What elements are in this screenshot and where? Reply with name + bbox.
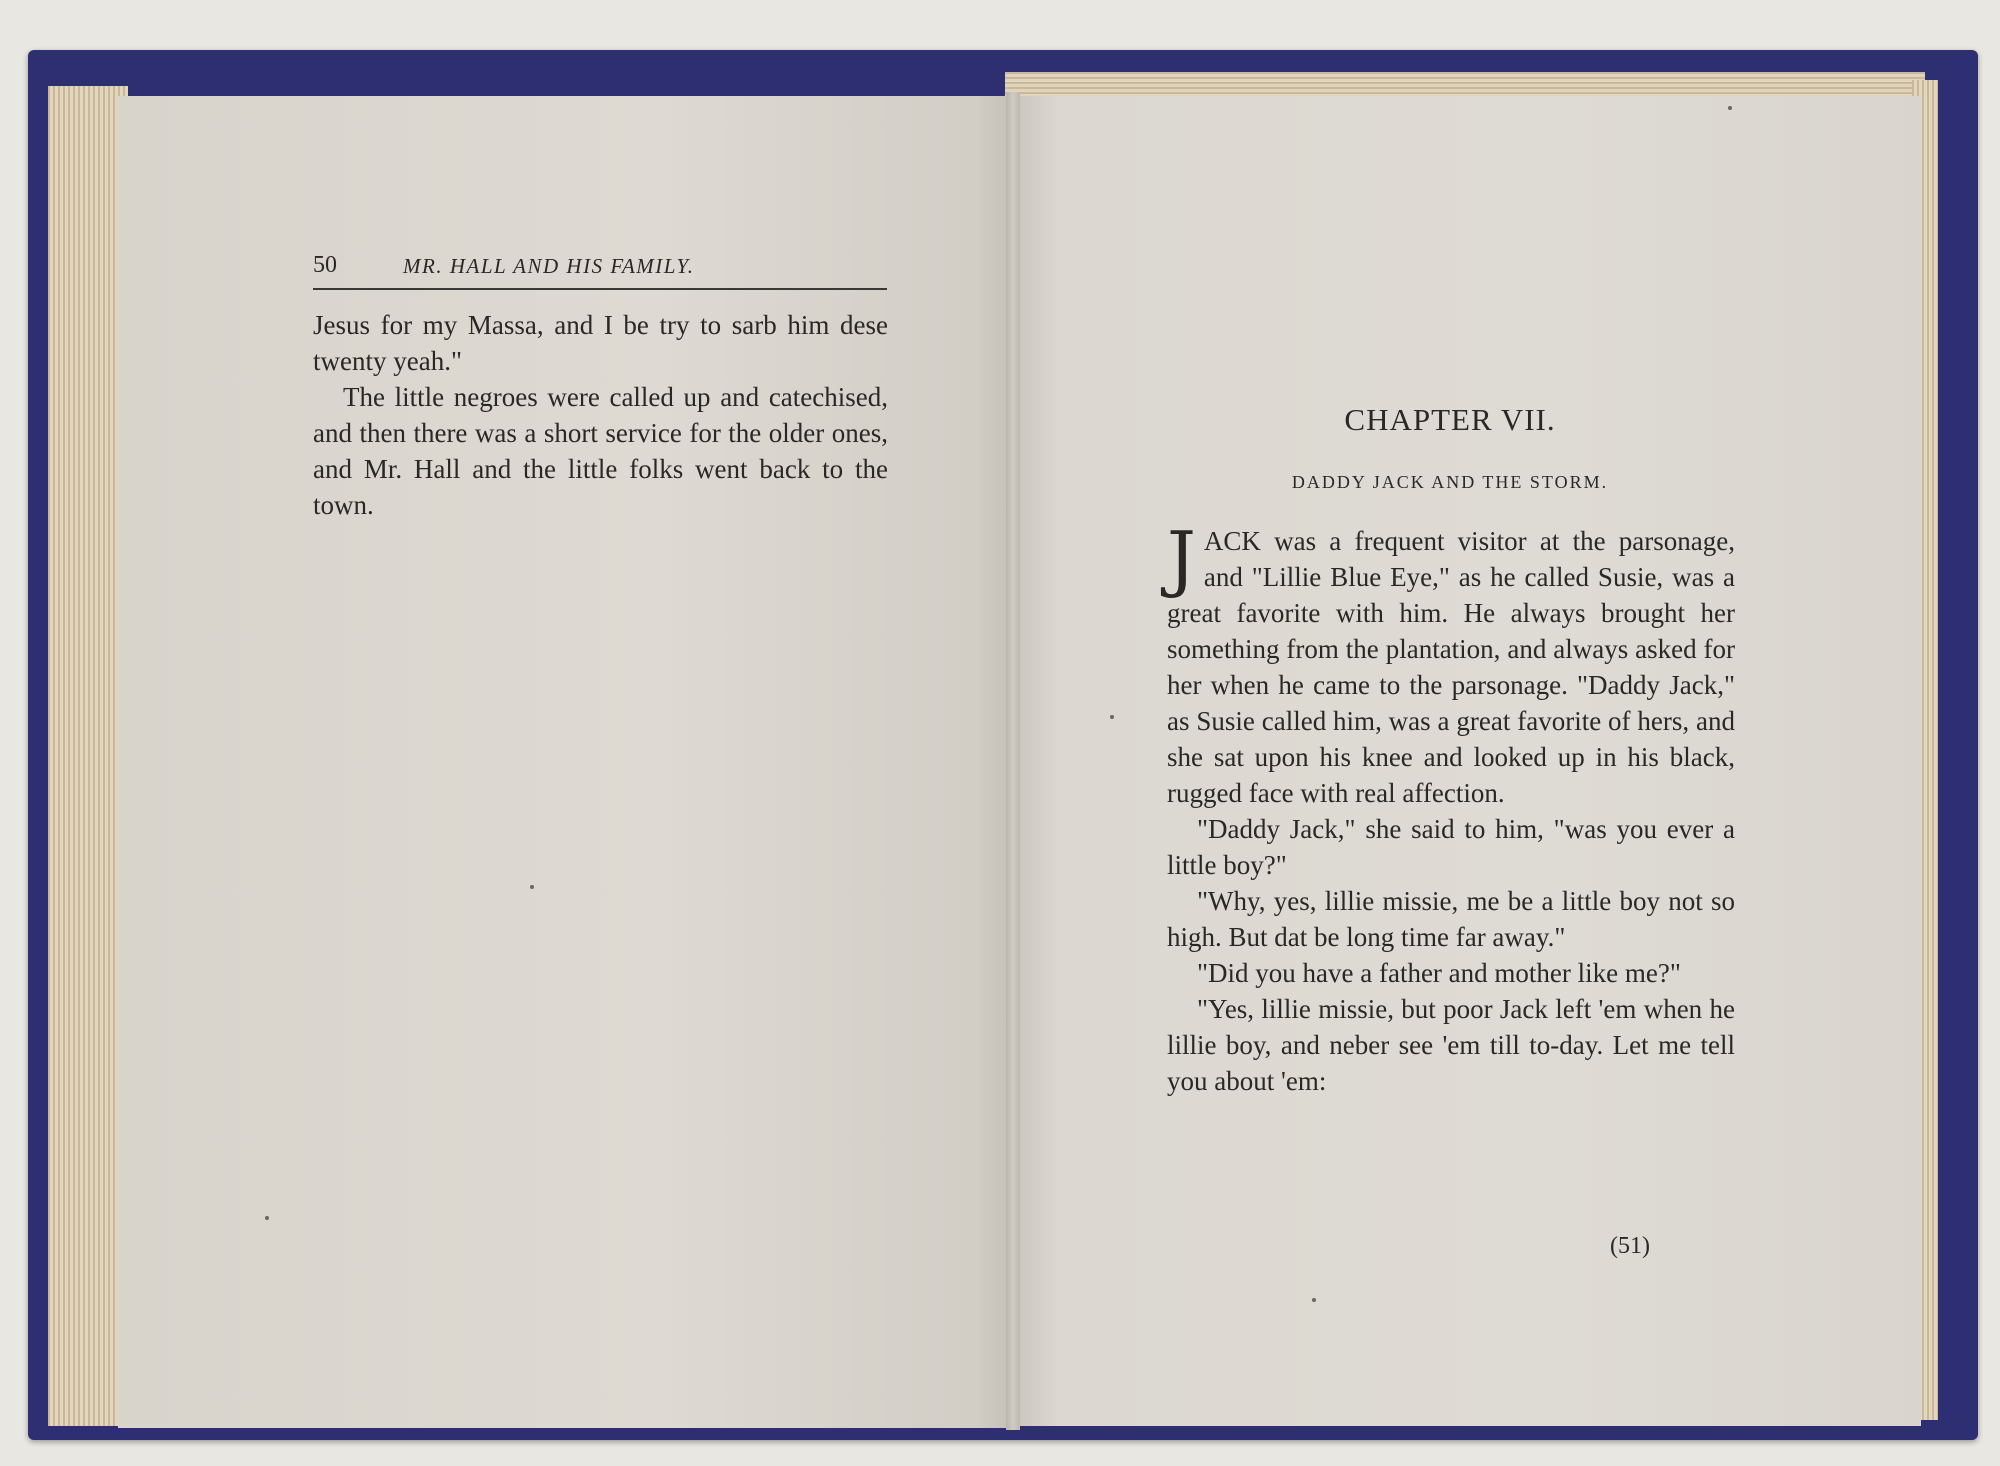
- chapter-subtitle: DADDY JACK AND THE STORM.: [1291, 472, 1609, 492]
- paragraph: Jesus for my Massa, and I be try to sarb him dese twenty yeah.": [313, 310, 888, 376]
- paper-speck: [265, 1216, 269, 1220]
- paragraph: "Why, yes, lillie missie, me be a little boy not so high. But dat be long time far away.": [1167, 886, 1735, 952]
- paragraph: "Yes, lillie missie, but poor Jack left 'em when he lillie boy, and neber see 'em till to-day. Let me tell you about 'em:: [1167, 994, 1735, 1096]
- page-number-right: (51): [1610, 1233, 1650, 1259]
- paper-speck: [1312, 1298, 1316, 1302]
- chapter-title: CHAPTER VII.: [1344, 402, 1556, 437]
- paper-speck: [1110, 715, 1114, 719]
- page-edges-left: [48, 86, 128, 1426]
- left-page-text: [313, 307, 888, 523]
- paragraph: "Daddy Jack," she said to him, "was you ever a little boy?": [1167, 814, 1735, 880]
- page-number-left: 50: [313, 252, 337, 278]
- running-title: MR. HALL AND HIS FAMILY.: [403, 254, 695, 278]
- book-gutter: [1006, 92, 1020, 1430]
- paragraph: "Did you have a father and mother like me?": [1197, 958, 1681, 988]
- running-head: [313, 252, 887, 290]
- drop-cap: J: [1167, 516, 1196, 600]
- paper-speck: [530, 885, 534, 889]
- first-paragraph: [1167, 516, 1735, 811]
- paper-speck: [1728, 106, 1732, 110]
- right-page-text: [1167, 516, 1735, 1099]
- first-paragraph-text: ACK was a frequent visitor at the parsonage, and "Lillie Blue Eye," as he called Susie, was a great favorite with him. He always brought her something from the plantation, and always asked for her when he came to the parsonage. "Daddy Jack," as Susie called him, was a great favorite of hers, and she sat upon his knee and looked up in his black, rugged face with real affection.: [1167, 526, 1735, 808]
- paragraph: The little negroes were called up and catechised, and then there was a short service for the older ones, and Mr. Hall and the little folks went back to the town.: [313, 382, 888, 520]
- left-page: [118, 96, 1011, 1428]
